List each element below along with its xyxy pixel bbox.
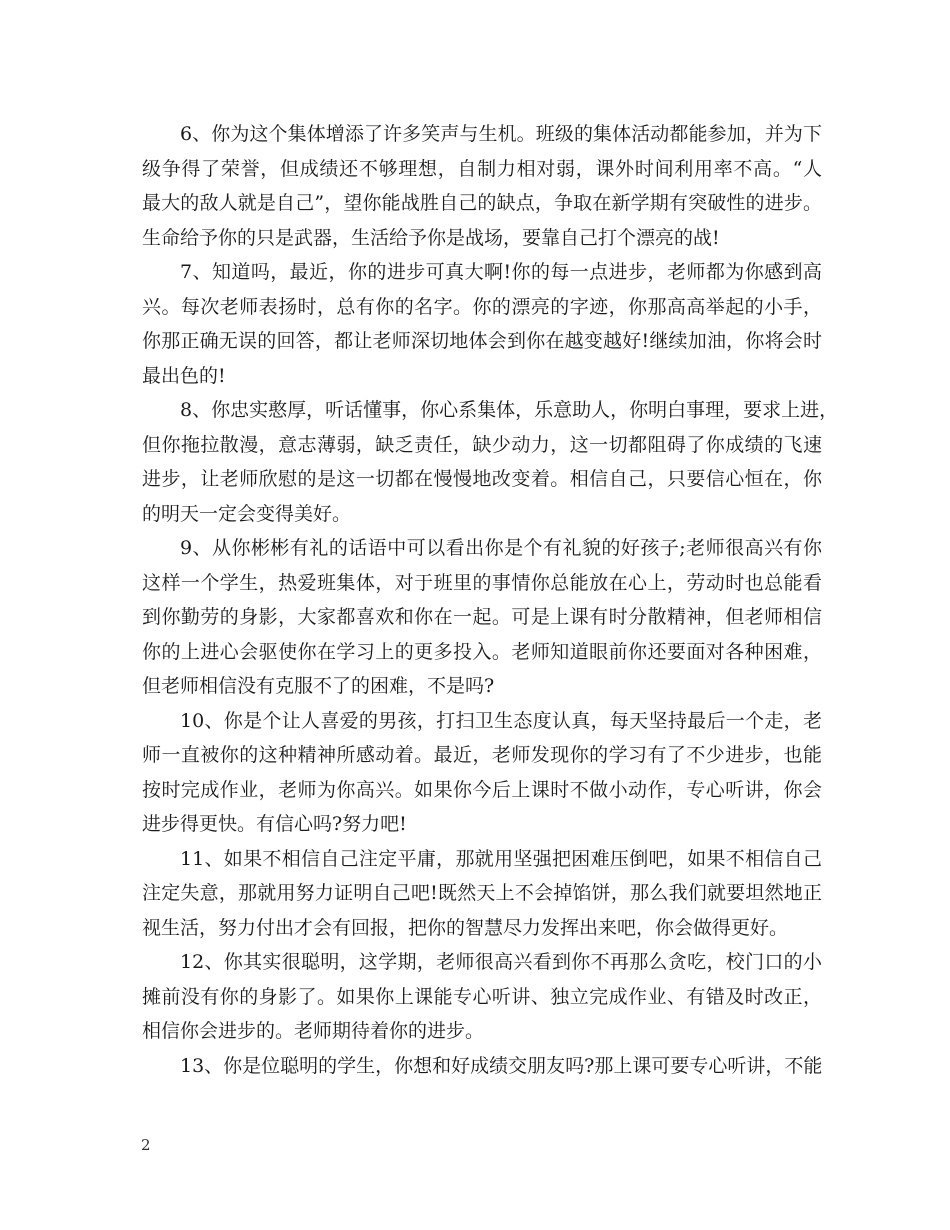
text-line: 13、你是位聪明的学生，你想和好成绩交朋友吗?那上课可要专心听讲，不能 — [180, 1054, 823, 1077]
text-line: 8、你忠实憨厚，听话懂事，你心系集体，乐意助人，你明白事理，要求上进， — [180, 399, 839, 421]
text-line: 进步得更快。有信心吗?努力吧! — [142, 813, 407, 835]
text-line: 10、你是个让人喜爱的男孩，打扫卫生态度认真，每天坚持最后一个走，老 — [180, 709, 822, 732]
text-line: 7、知道吗，最近，你的进步可真大啊!你的每一点进步，老师都为你感到高 — [180, 261, 822, 283]
text-line: 级争得了荣誉，但成绩还不够理想，自制力相对弱，课外时间利用率不高。“人 — [142, 157, 822, 180]
text-line: 12、你其实很聪明，这学期，老师很高兴看到你不再那么贪吃，校门口的小 — [180, 951, 822, 973]
paragraph — [142, 255, 822, 393]
paragraph — [142, 393, 839, 531]
text-line: 但老师相信没有克服不了的困难，不是吗? — [142, 675, 495, 697]
paragraph — [142, 842, 822, 946]
text-line: 11、如果不相信自己注定平庸，那就用坚强把困难压倒吧，如果不相信自己 — [180, 847, 822, 870]
paragraph — [142, 704, 822, 842]
text-line: 视生活，努力付出才会有回报，把你的智慧尽力发挥出来吧，你会做得更好。 — [142, 916, 789, 939]
text-line: 进步，让老师欣慰的是这一切都在慢慢地改变着。相信自己，只要信心恒在，你 — [142, 468, 822, 490]
text-line: 9、从你彬彬有礼的话语中可以看出你是个有礼貌的好孩子;老师很高兴有你 — [180, 537, 822, 559]
text-line: 师一直被你的这种精神所感动着。最近，老师发现你的学习有了不少进步，也能 — [142, 744, 822, 766]
paragraph — [142, 531, 822, 704]
body-text — [142, 117, 839, 1083]
page-number: 2 — [141, 1136, 151, 1154]
text-line: 摊前没有你的身影了。如果你上课能专心听讲、独立完成作业、有错及时改正， — [142, 985, 822, 1008]
paragraph — [142, 117, 822, 255]
paragraph — [142, 945, 822, 1049]
text-line: 按时完成作业，老师为你高兴。如果你今后上课时不做小动作，专心听讲，你会 — [142, 778, 822, 801]
text-line: 你的上进心会驱使你在学习上的更多投入。老师知道眼前你还要面对各种困难， — [142, 640, 822, 663]
paragraph — [142, 1049, 822, 1084]
text-line: 相信你会进步的。老师期待着你的进步。 — [142, 1020, 485, 1042]
text-line: 兴。每次老师表扬时，总有你的名字。你的漂亮的字迹，你那高高举起的小手， — [142, 295, 822, 318]
text-line: 生命给予你的只是武器，生活给予你是战场，要靠自己打个漂亮的战! — [142, 226, 720, 249]
text-line: 6、你为这个集体增添了许多笑声与生机。班级的集体活动都能参加，并为下 — [180, 123, 822, 145]
text-line: 这样一个学生，热爱班集体，对于班里的事情你总能放在心上，劳动时也总能看 — [142, 571, 822, 594]
text-line: 的明天一定会变得美好。 — [142, 502, 352, 525]
text-line: 注定失意，那就用努力证明自己吧!既然天上不会掉馅饼，那么我们就要坦然地正 — [142, 882, 822, 904]
text-line: 最出色的! — [142, 364, 226, 387]
text-line: 到你勤劳的身影，大家都喜欢和你在一起。可是上课有时分散精神，但老师相信 — [142, 606, 822, 628]
text-line: 最大的敌人就是自己”，望你能战胜自己的缺点，争取在新学期有突破性的进步。 — [142, 192, 822, 214]
text-line: 你那正确无误的回答，都让老师深切地体会到你在越变越好!继续加油，你将会时 — [142, 330, 822, 352]
text-line: 但你拖拉散漫，意志薄弱，缺乏责任，缺少动力，这一切都阻碍了你成绩的飞速 — [142, 433, 822, 456]
